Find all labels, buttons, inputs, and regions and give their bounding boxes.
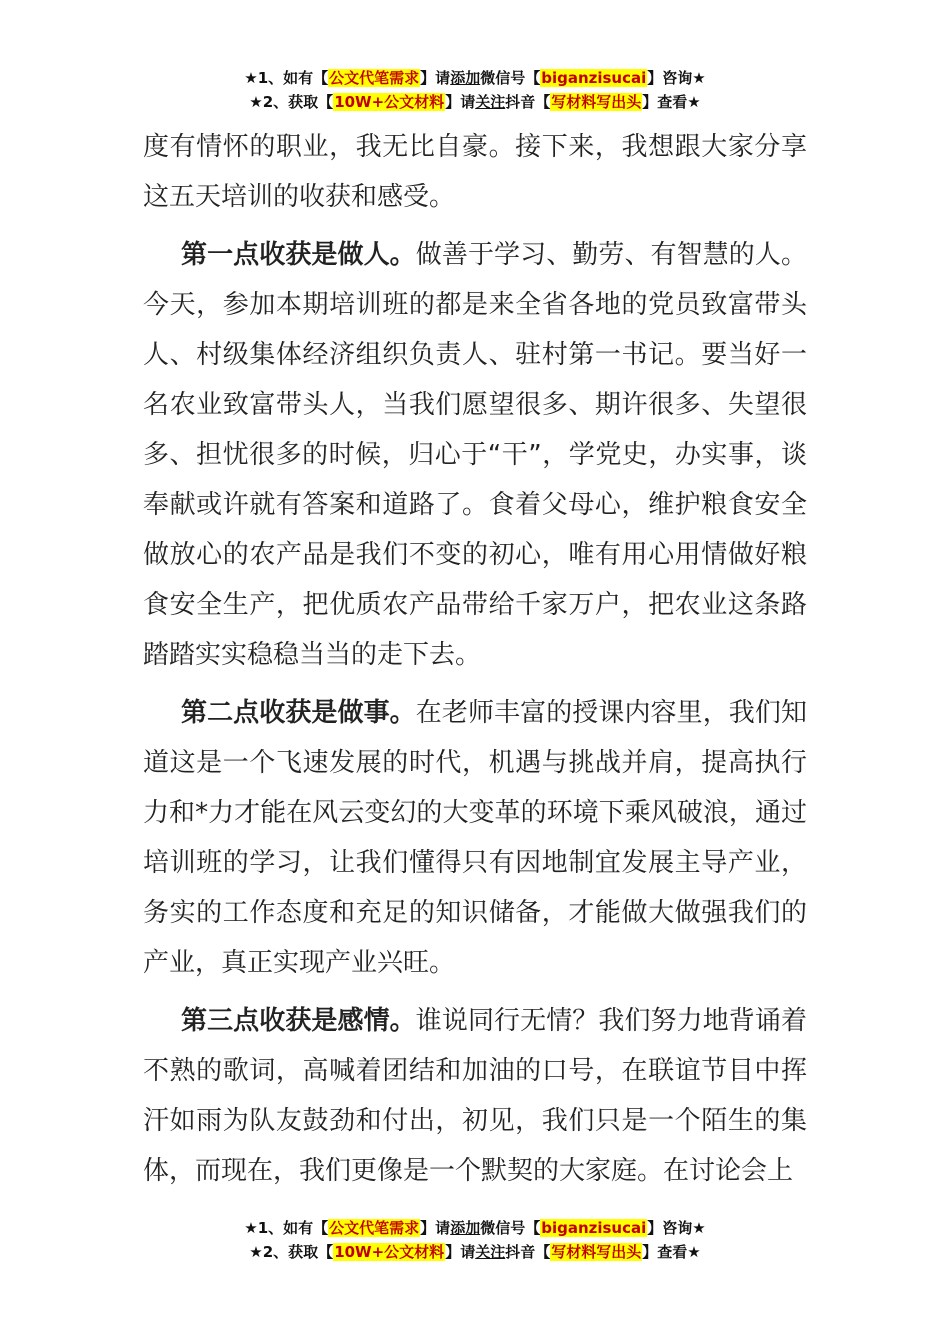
paragraph-lead: 第二点收获是做事。 — [181, 698, 416, 728]
banner-line-1: ★1、如有【公文代笔需求】请添加微信号【biganzisucai】咨询★ — [244, 1219, 706, 1237]
highlight-wechat-id: biganzisucai — [541, 1219, 647, 1237]
paragraph-third-gain: 第三点收获是感情。谁说同行无情？我们努力地背诵着不熟的歌词，高喊着团结和加油的口号，在联谊节目中挥汗如雨为队友鼓劲和付出，初见，我们只是一个陌生的集体，而现在，我们更像是一个默契的大家庭。在讨论会上 — [143, 1006, 807, 1186]
highlight-wechat-id: biganzisucai — [541, 69, 647, 87]
highlight-douyin: 写材料写出头 — [551, 1243, 642, 1261]
banner-line-2: ★2、获取【10W+公文材料】请关注抖音【写材料写出头】查看★ — [249, 93, 701, 111]
paragraph-lead: 第三点收获是感情。 — [181, 1006, 416, 1036]
banner-line-1: ★1、如有【公文代笔需求】请添加微信号【biganzisucai】咨询★ — [244, 69, 706, 87]
footer-banner — [0, 1216, 950, 1264]
highlight-service: 公文代笔需求 — [329, 1219, 420, 1237]
highlight-douyin: 写材料写出头 — [551, 93, 642, 111]
highlight-materials: 10W+公文材料 — [334, 1243, 445, 1261]
highlight-service: 公文代笔需求 — [329, 69, 420, 87]
paragraph-lead: 第一点收获是做人。 — [181, 240, 416, 270]
paragraph-intro: 度有情怀的职业，我无比自豪。接下来，我想跟大家分享这五天培训的收获和感受。 — [143, 132, 807, 212]
paragraph-first-gain: 第一点收获是做人。做善于学习、勤劳、有智慧的人。今天，参加本期培训班的都是来全省各地的党员致富带头人、村级集体经济组织负责人、驻村第一书记。要当好一名农业致富带头人，当我们愿望很多、期许很多、失望很多、担忧很多的时候，归心于“干”，学党史，办实事，谈奉献或许就有答案和道路了。食着父母心，维护粮食安全做放心的农产品是我们不变的初心，唯有用心用情做好粮食安全生产，把优质农产品带给千家万户，把农业这条路踏踏实实稳稳当当的走下去。 — [143, 240, 807, 670]
paragraph-second-gain: 第二点收获是做事。在老师丰富的授课内容里，我们知道这是一个飞速发展的时代，机遇与挑战并肩，提高执行力和*力才能在风云变幻的大变革的环境下乘风破浪，通过培训班的学习，让我们懂得只有因地制宜发展主导产业，务实的工作态度和充足的知识储备，才能做大做强我们的产业，真正实现产业兴旺。 — [143, 698, 807, 978]
header-banner — [0, 66, 950, 114]
banner-line-2: ★2、获取【10W+公文材料】请关注抖音【写材料写出头】查看★ — [249, 1243, 701, 1261]
highlight-materials: 10W+公文材料 — [334, 93, 445, 111]
document-body — [143, 122, 807, 1196]
